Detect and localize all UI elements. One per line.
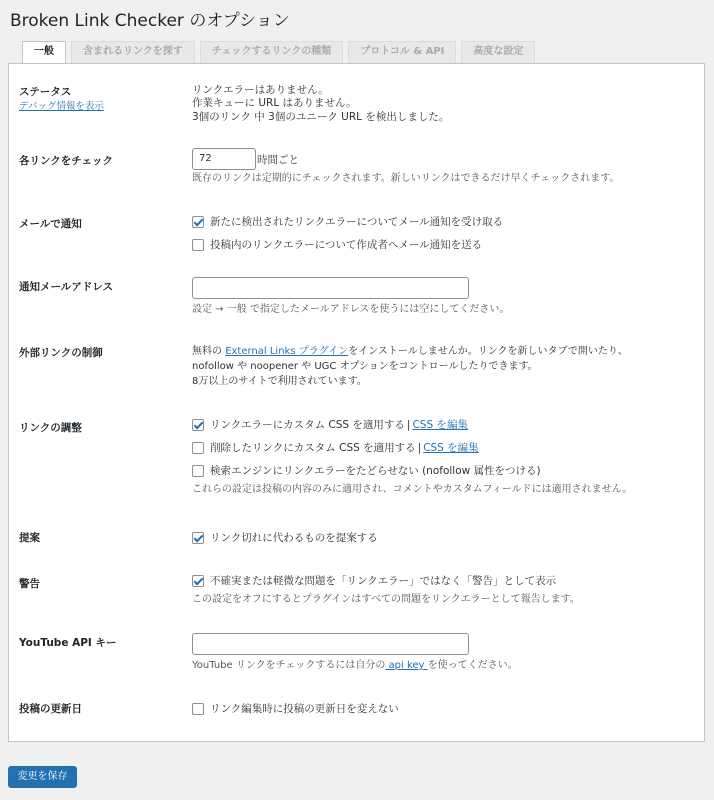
notify-authors-option[interactable] xyxy=(192,237,698,252)
removed-css-edit-link[interactable]: CSS を編集 xyxy=(423,442,479,454)
status-line-queue: 作業キューに URL はありません。 xyxy=(192,97,357,109)
suggestions-option-label: リンク切れに代わるものを提案する xyxy=(210,532,378,544)
warnings-checkbox[interactable] xyxy=(192,575,204,587)
notify-new-errors-label: 新たに検出されたリンクエラーについてメール通知を受け取る xyxy=(210,216,504,228)
link-tweaks-label: リンクの調整 xyxy=(19,422,82,434)
tab-bar xyxy=(22,41,540,65)
nofollow-option[interactable] xyxy=(192,463,698,478)
tab-protocols-api[interactable]: プロトコル & API xyxy=(348,41,456,63)
removed-css-label: 削除したリンクにカスタム CSS を適用する xyxy=(210,442,416,454)
external-links-plugin-link[interactable]: External Links プラグイン xyxy=(225,346,349,357)
youtube-api-key-link[interactable]: api key xyxy=(385,660,428,671)
broken-css-checkbox[interactable] xyxy=(192,419,204,431)
removed-css-option[interactable] xyxy=(192,440,698,455)
notify-address-description: 設定 → 一般 で指定したメールアドレスを使うには空にしてください。 xyxy=(192,304,510,315)
warnings-option[interactable] xyxy=(192,573,698,588)
notify-address-label: 通知メールアドレス xyxy=(19,281,113,293)
link-tweaks-description: これらの設定は投稿の内容のみに適用され、コメントやカスタムフィールドには適用されません。 xyxy=(192,484,633,495)
warnings-label: 警告 xyxy=(19,578,40,590)
post-modified-option-label: リンク編集時に投稿の更新日を変えない xyxy=(210,703,399,715)
youtube-api-desc-before: YouTube リンクをチェックするには自分の xyxy=(192,660,386,671)
suggestions-option[interactable] xyxy=(192,530,698,545)
notify-authors-checkbox[interactable] xyxy=(192,239,204,251)
external-links-text-before: 無料の xyxy=(192,346,226,357)
youtube-api-label: YouTube API キー xyxy=(19,637,117,649)
removed-css-separator: | xyxy=(417,441,422,454)
post-modified-label: 投稿の更新日 xyxy=(19,703,82,715)
status-line-errors: リンクエラーはありません。 xyxy=(192,84,329,96)
suggestions-checkbox[interactable] xyxy=(192,532,204,544)
status-label: ステータス xyxy=(19,86,72,98)
tab-which-links[interactable]: チェックするリンクの種類 xyxy=(200,41,344,63)
check-interval-input[interactable]: 72 xyxy=(192,148,256,170)
tab-general[interactable]: 一般 xyxy=(22,41,66,65)
check-interval-unit: 時間ごと xyxy=(257,153,299,166)
notify-address-input[interactable] xyxy=(192,277,469,299)
broken-css-edit-link[interactable]: CSS を編集 xyxy=(412,419,468,431)
external-links-label: 外部リンクの制御 xyxy=(19,347,103,359)
warnings-description: この設定をオフにするとプラグインはすべての問題をリンクエラーとして報告します。 xyxy=(192,594,580,605)
notify-new-errors-option[interactable] xyxy=(192,214,698,229)
notify-authors-label: 投稿内のリンクエラーについて作成者へメール通知を送る xyxy=(210,239,483,251)
notify-new-errors-checkbox[interactable] xyxy=(192,216,204,228)
debug-info-link[interactable]: デバッグ情報を表示 xyxy=(19,101,104,112)
broken-css-option[interactable] xyxy=(192,417,698,432)
save-changes-button[interactable]: 変更を保存 xyxy=(8,766,77,788)
post-modified-option[interactable] xyxy=(192,701,698,716)
external-links-line2: nofollow や noopener や UGC オプションをコントロールしたりできます。 xyxy=(192,361,538,372)
warnings-option-label: 不確実または軽微な問題を「リンクエラー」ではなく「警告」として表示 xyxy=(210,575,557,587)
external-links-text-after: をインストールしませんか。リンクを新しいタブで開いたり、 xyxy=(348,346,628,357)
check-interval-label: 各リンクをチェック xyxy=(19,155,113,167)
youtube-api-desc-after: を使ってください。 xyxy=(427,660,518,671)
suggestions-label: 提案 xyxy=(19,532,40,544)
tab-advanced[interactable]: 高度な設定 xyxy=(461,41,535,63)
external-links-line3: 8万以上のサイトで利用されています。 xyxy=(192,376,367,387)
email-notify-label: メールで通知 xyxy=(19,218,82,230)
nofollow-label: 検索エンジンにリンクエラーをたどらせない (nofollow 属性をつける) xyxy=(210,465,541,477)
broken-css-label: リンクエラーにカスタム CSS を適用する xyxy=(210,419,405,431)
youtube-api-input[interactable] xyxy=(192,633,469,655)
status-line-found: 3個のリンク 中 3個のユニーク URL を検出しました。 xyxy=(192,111,450,123)
broken-css-separator: | xyxy=(406,418,411,431)
settings-panel xyxy=(8,63,705,742)
check-interval-description: 既存のリンクは定期的にチェックされます。新しいリンクはできるだけ早くチェックされます。 xyxy=(192,173,620,184)
post-modified-checkbox[interactable] xyxy=(192,703,204,715)
nofollow-checkbox[interactable] xyxy=(192,465,204,477)
tab-look-for-links[interactable]: 含まれるリンクを探す xyxy=(71,41,195,63)
removed-css-checkbox[interactable] xyxy=(192,442,204,454)
page-title: Broken Link Checker のオプション xyxy=(10,11,290,31)
